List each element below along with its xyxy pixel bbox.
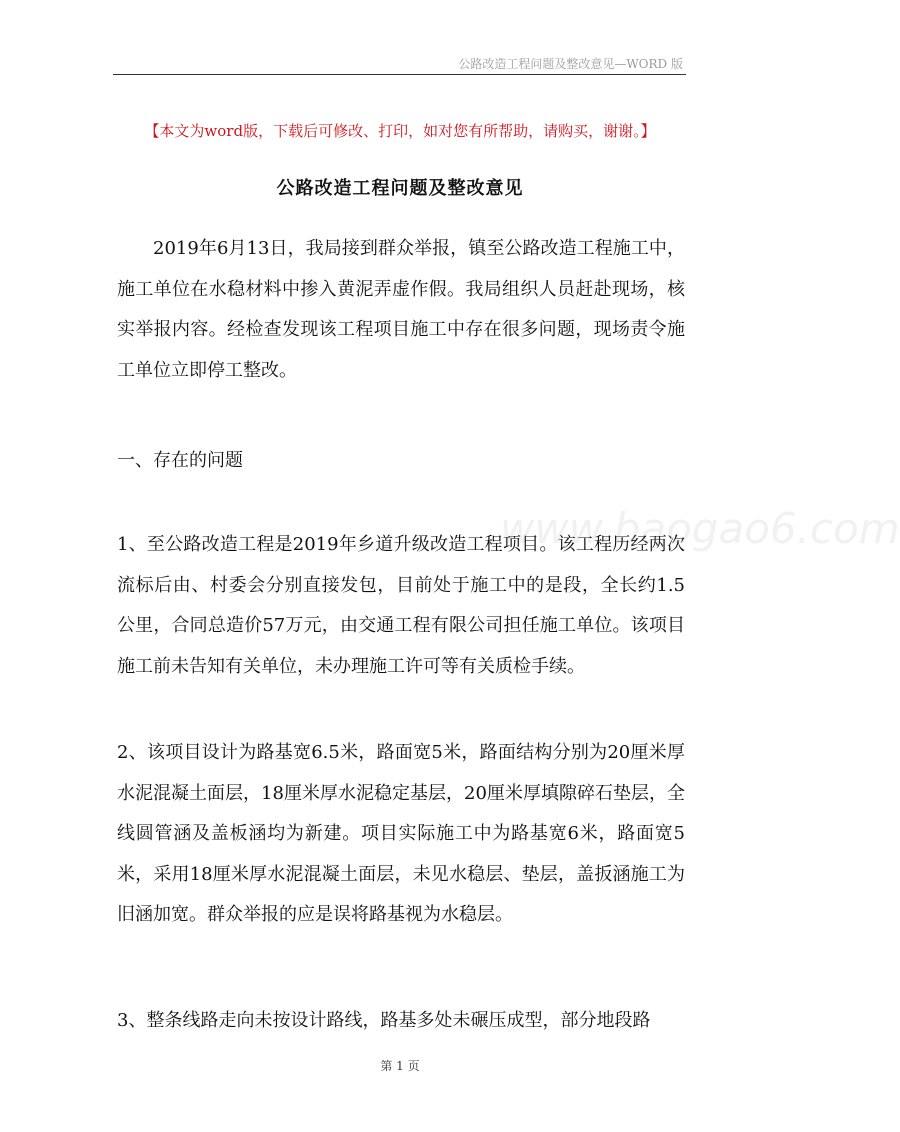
download-notice: 【本文为word版，下载后可修改、打印，如对您有所帮助，请购买，谢谢。】: [144, 122, 656, 140]
document-title: 公路改造工程问题及整改意见: [276, 178, 524, 199]
page-number: 第 1 页: [380, 1059, 420, 1073]
issue-item-3: 3、整条线路走向未按设计路线，路基多处未碾压成型，部分地段路: [117, 1010, 651, 1031]
issue-item-2: 2、该项目设计为路基宽6.5米，路面宽5米，路面结构分别为20厘米厚水泥混凝土面层，18厘米厚水泥稳定基层，20厘米厚填隙碎石垫层，全线圆管涵及盖板涵均为新建。项目实际施工中为路基宽6米，路面宽5米，采用18厘米厚水泥混凝土面层，未见水稳层、垫层，盖扳涵施工为旧涵加宽。群众举报的应是误将路基视为水稳层。: [117, 742, 685, 925]
header-divider: [113, 74, 686, 75]
running-header: 公路改造工程问题及整改意见—WORD 版: [458, 57, 683, 71]
intro-paragraph: 2019年6月13日，我局接到群众举报，镇至公路改造工程施工中，施工单位在水稳材料中掺入黄泥弄虚作假。我局组织人员赶赴现场，核实举报内容。经检查发现该工程项目施工中存在很多问题，现场责令施工单位立即停工整改。: [117, 238, 685, 381]
issue-item-1: 1、至公路改造工程是2019年乡道升级改造工程项目。该工程历经两次流标后由、村委会分别直接发包，目前处于施工中的是段，全长约1.5公里，合同总造价57万元，由交通工程有限公司担任施工单位。该项目施工前未告知有关单位，未办理施工许可等有关质检手续。: [117, 534, 685, 677]
section-heading: 一、存在的问题: [117, 450, 243, 471]
watermark: www.baogao6.com: [500, 504, 900, 553]
